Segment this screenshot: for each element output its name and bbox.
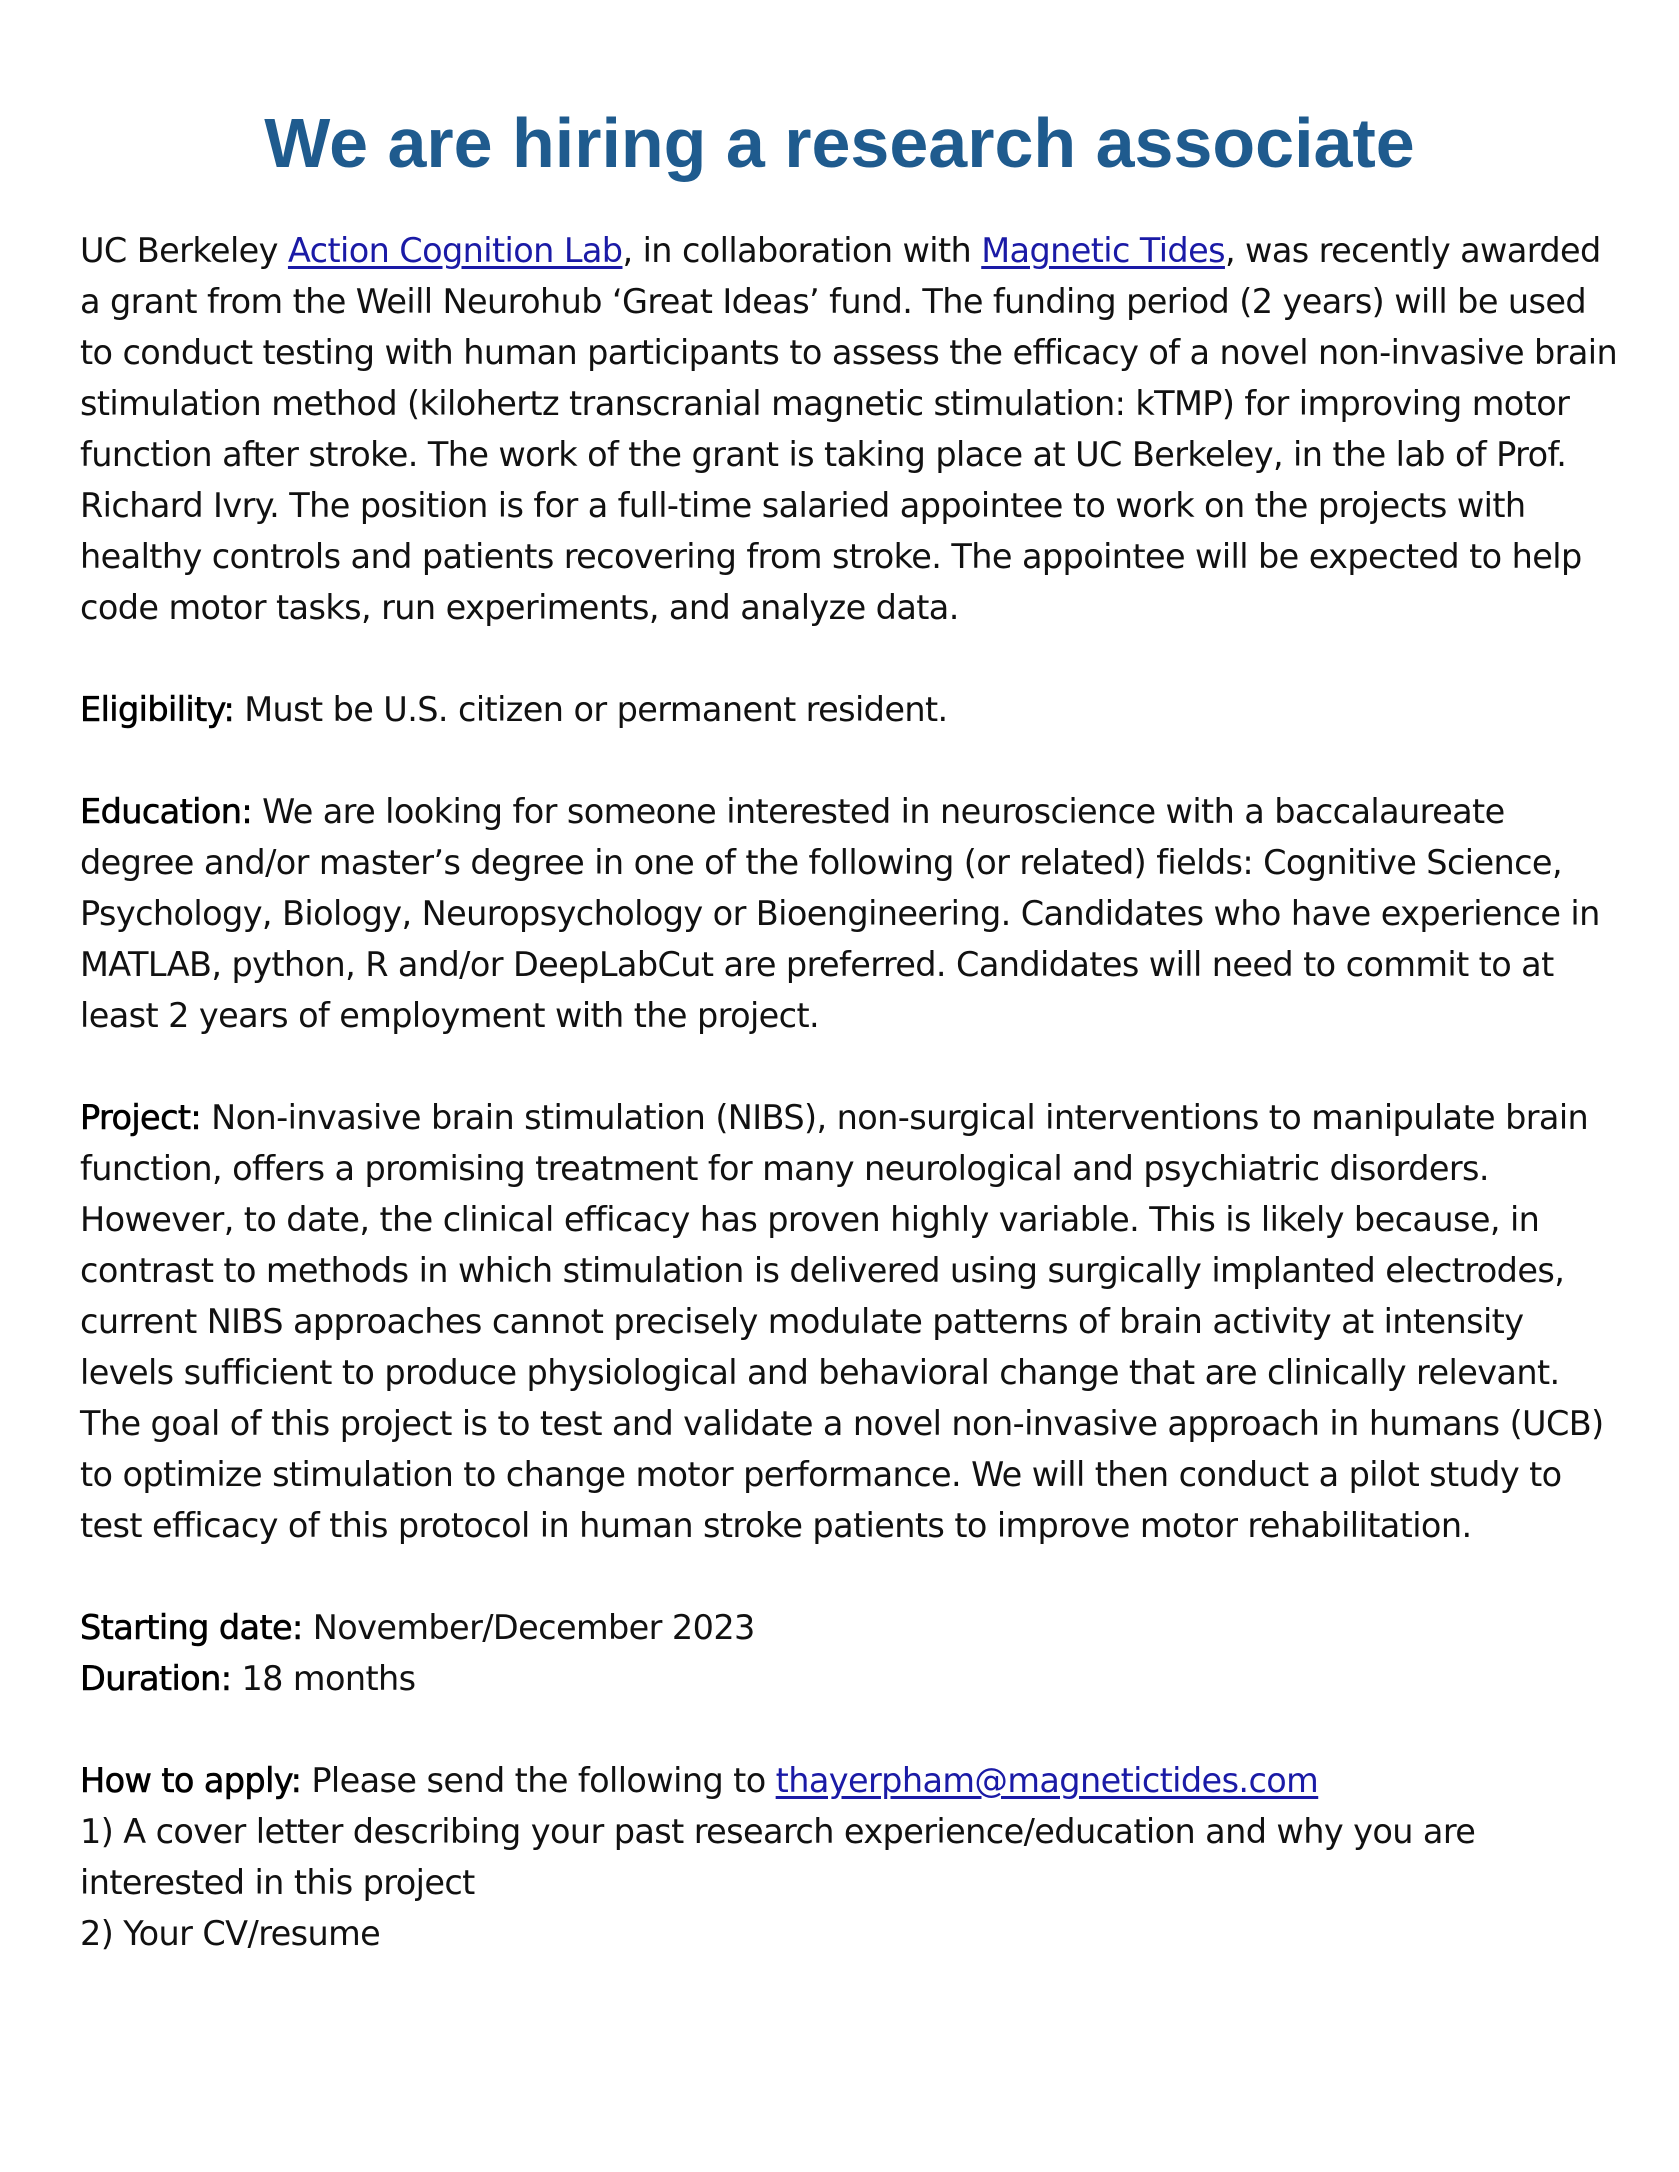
contact-email-link[interactable]: thayerpham@magnetictides.com [775, 1761, 1319, 1800]
education-label: Education: [80, 792, 253, 831]
duration-label: Duration: [80, 1659, 232, 1698]
spacer [80, 735, 1620, 786]
how-to-apply-label: How to apply: [80, 1761, 302, 1800]
spacer [80, 1704, 1620, 1755]
starting-date-line [80, 1602, 1620, 1653]
project-text: Non-invasive brain stimulation (NIBS), non-surgical interventions to manipulate brain function, offers a promising treatment for many neurological and psychiatric disorders. However, to date, the clinical efficacy has proven highly variable. This is likely because, in contrast to methods in which stimulation is delivered using surgically implanted electrodes, current NIBS approaches cannot precisely modulate patterns of brain activity at intensity levels sufficient to produce physiological and behavioral change that are clinically relevant. The goal of this project is to test and validate a novel non-invasive approach in humans (UCB) to optimize stimulation to change motor performance. We will then conduct a pilot study to test efficacy of this protocol in human stroke patients to improve motor rehabilitation. [80, 1098, 1604, 1545]
starting-date-label: Starting date: [80, 1608, 303, 1647]
project-label: Project: [80, 1098, 202, 1137]
starting-date-value: November/December 2023 [302, 1608, 755, 1647]
page-title: We are hiring a research associate [264, 104, 1415, 182]
eligibility-text: Must be U.S. citizen or permanent resident. [234, 690, 948, 729]
apply-item-cover-letter: 1) A cover letter describing your past research experience/education and why you are interested in this project [80, 1812, 1476, 1902]
intro-text-rest: , was recently awarded a grant from the Weill Neurohub ‘Great Ideas’ fund. The funding period (2 years) will be used to conduct testing with human participants to assess the efficacy of a novel non-invasive brain stimulation method (kilohertz transcranial magnetic stimulation: kTMP) for improving motor function after stroke. The work of the grant is taking place at UC Berkeley, in the lab of Prof. Richard Ivry. The position is for a full-time salaried appointee to work on the projects with healthy controls and patients recovering from stroke. The appointee will be expected to help code motor tasks, run experiments, and analyze data. [80, 231, 1618, 627]
duration-line [80, 1653, 1620, 1704]
education-text: We are looking for someone interested in neuroscience with a baccalaureate degree and/or master’s degree in one of the following (or related) fields: Cognitive Science, Psychology, Biology, Neuropsychology or Bioengineering. Candidates who have experience in MATLAB, python, R and/or DeepLabCut are preferred. Candidates will need to commit to at least 2 years of employment with the project. [80, 792, 1600, 1035]
eligibility-paragraph [80, 684, 1620, 735]
action-cognition-lab-link[interactable]: Action Cognition Lab [287, 231, 623, 270]
intro-paragraph [80, 225, 1620, 633]
spacer [80, 1551, 1620, 1602]
magnetic-tides-link[interactable]: Magnetic Tides [981, 231, 1225, 270]
intro-text-middle: , in collaboration with [622, 231, 982, 270]
spacer [80, 633, 1620, 684]
education-paragraph [80, 786, 1620, 1041]
apply-item-cv: 2) Your CV/resume [80, 1914, 381, 1953]
intro-text-start: UC Berkeley [80, 231, 288, 270]
how-to-apply-line [80, 1755, 1620, 1806]
duration-value: 18 months [231, 1659, 416, 1698]
how-to-apply-text: Please send the following to [301, 1761, 776, 1800]
spacer [80, 1041, 1620, 1092]
posting-body [80, 225, 1620, 1959]
eligibility-label: Eligibility: [80, 690, 235, 729]
project-paragraph [80, 1092, 1620, 1551]
